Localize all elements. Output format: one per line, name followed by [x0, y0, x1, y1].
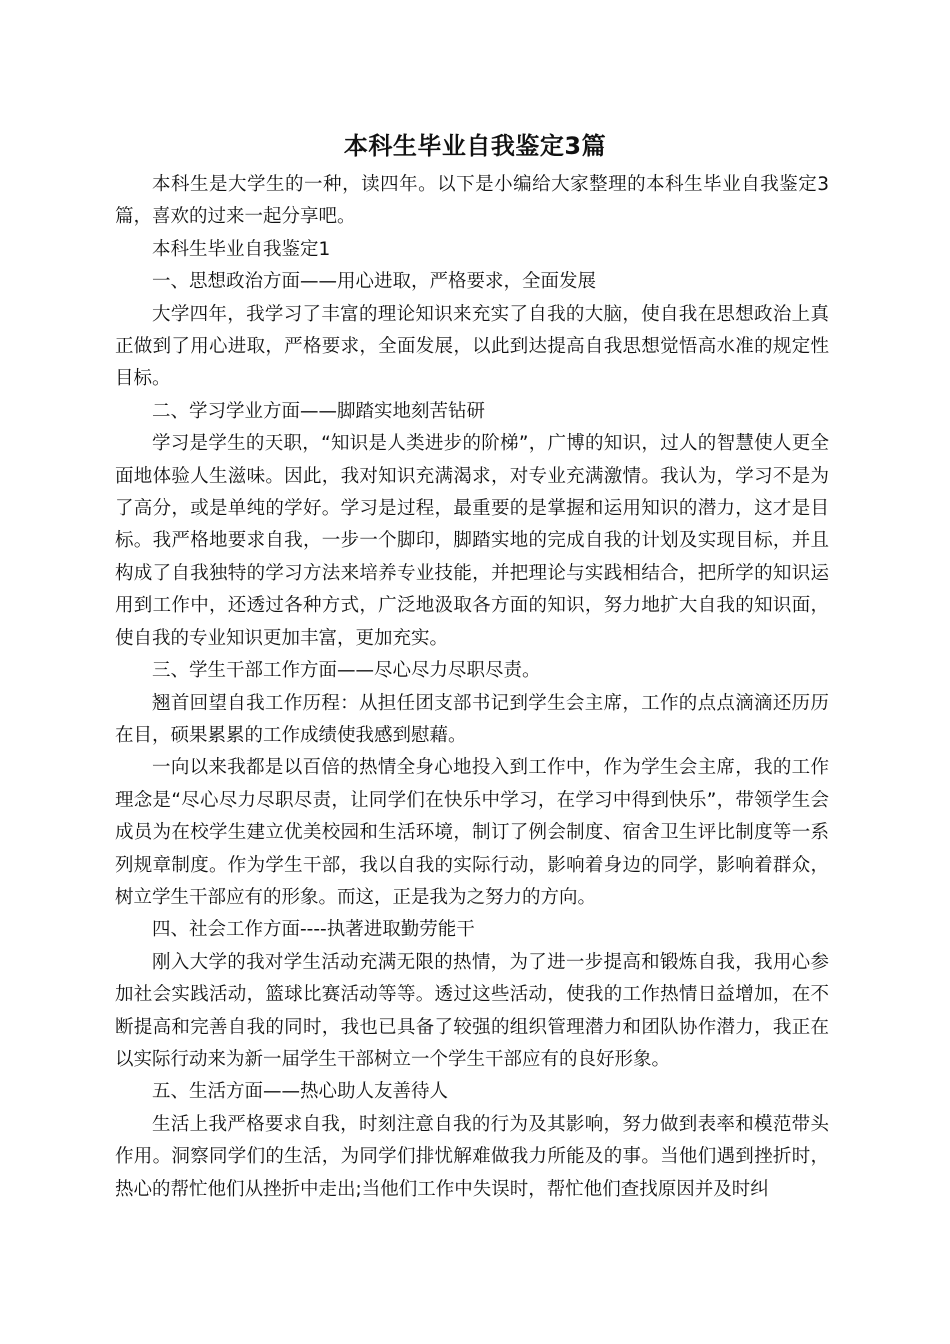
- subsection-heading: 三、学生干部工作方面——尽心尽力尽职尽责。: [152, 660, 541, 682]
- subsection-heading: 二、学习学业方面——脚踏实地刻苦钻研: [152, 400, 486, 422]
- body-paragraph: 生活上我严格要求自我，时刻注意自我的行为及其影响，努力做到表率和模范带头作用。洞察同学们的生活，为同学们排忧解难做我力所能及的事。当他们遇到挫折时，热心的帮忙他们从挫折中走出;当他们工作中失误时，帮忙他们查找原因并及时纠: [115, 1113, 829, 1200]
- body-paragraph: 学习是学生的天职，“知识是人类进步的阶梯”，广博的知识，过人的智慧使人更全面地体验人生滋味。因此，我对知识充满渴求，对专业充满激情。我认为，学习不是为了高分，或是单纯的学好。学习是过程，最重要的是掌握和运用知识的潜力，这才是目标。我严格地要求自我，一步一个脚印，脚踏实地的完成自我的计划及实现目标，并且构成了自我独特的学习方法来培养专业技能，并把理论与实践相结合，把所学的知识运用到工作中，还透过各种方式，广泛地汲取各方面的知识，努力地扩大自我的知识面，使自我的专业知识更加丰富，更加充实。: [115, 433, 829, 649]
- intro-paragraph: 本科生是大学生的一种，读四年。以下是小编给大家整理的本科生毕业自我鉴定3篇，喜欢的过来一起分享吧。: [115, 174, 829, 228]
- subsection-heading: 一、思想政治方面——用心进取，严格要求，全面发展: [152, 271, 597, 293]
- subsection-heading: 五、生活方面——热心助人友善待人: [152, 1081, 449, 1103]
- document-body: [115, 169, 829, 1206]
- document-title: 本科生毕业自我鉴定3篇: [343, 132, 607, 161]
- body-paragraph: 翘首回望自我工作历程：从担任团支部书记到学生会主席，工作的点点滴滴还历历在目，硕果累累的工作成绩使我感到慰藉。: [115, 692, 829, 746]
- body-paragraph: 一向以来我都是以百倍的热情全身心地投入到工作中，作为学生会主席，我的工作理念是“尽心尽力尽职尽责，让同学们在快乐中学习，在学习中得到快乐”，带领学生会成员为在校学生建立优美校园和生活环境，制订了例会制度、宿舍卫生评比制度等一系列规章制度。作为学生干部，我以自我的实际行动，影响着身边的同学，影响着群众，树立学生干部应有的形象。而这，正是我为之努力的方向。: [115, 757, 829, 908]
- section-heading: 本科生毕业自我鉴定1: [152, 238, 331, 260]
- body-paragraph: 刚入大学的我对学生活动充满无限的热情，为了进一步提高和锻炼自我，我用心参加社会实践活动，篮球比赛活动等等。透过这些活动，使我的工作热情日益增加，在不断提高和完善自我的同时，我也已具备了较强的组织管理潜力和团队协作潜力，我正在以实际行动来为新一届学生干部树立一个学生干部应有的良好形象。: [115, 951, 829, 1070]
- body-paragraph: 大学四年，我学习了丰富的理论知识来充实了自我的大脑，使自我在思想政治上真正做到了用心进取，严格要求，全面发展，以此到达提高自我思想觉悟高水准的规定性目标。: [115, 303, 829, 390]
- subsection-heading: 四、社会工作方面----执著进取勤劳能干: [152, 919, 475, 941]
